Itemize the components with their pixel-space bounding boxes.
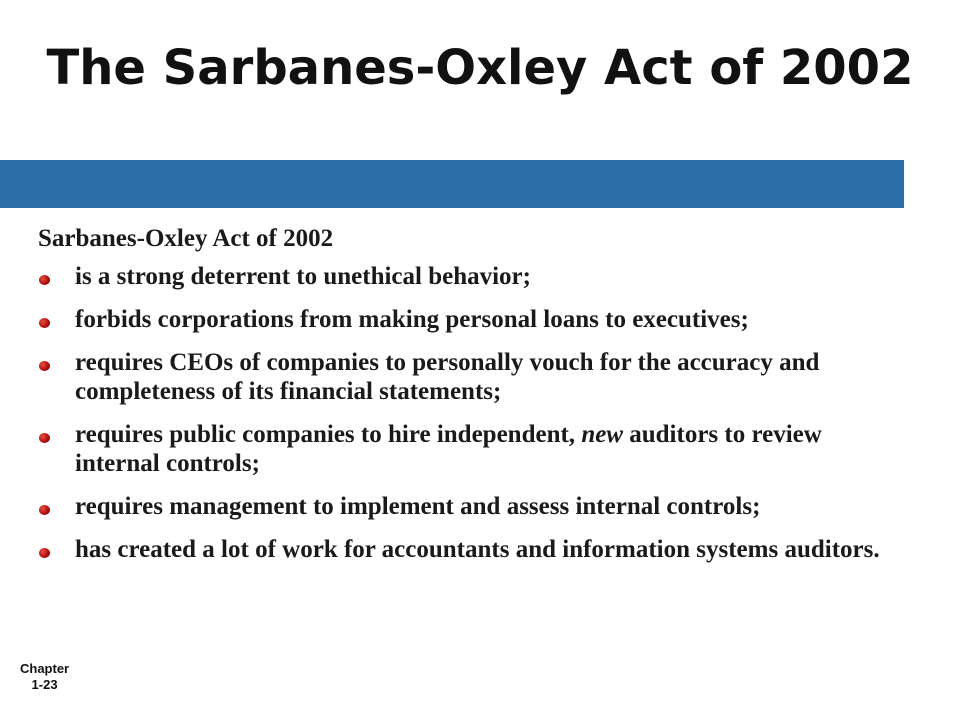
slide-body: [38, 222, 908, 578]
slide-title: The Sarbanes-Oxley Act of 2002: [46, 40, 914, 96]
list-item-text: requires CEOs of companies to personally vouch for the accuracy and completeness of its financial statements;: [75, 349, 820, 405]
bullet-list: [38, 262, 908, 564]
list-item-text-after: auditors to review internal controls;: [75, 421, 822, 477]
chapter-footer: [20, 661, 69, 693]
list-item: [38, 262, 908, 291]
bullet-icon: [39, 275, 50, 285]
list-item-text-before: requires public companies to hire independent,: [75, 421, 582, 448]
chapter-label: Chapter: [20, 661, 70, 676]
page-number: 1-23: [31, 677, 58, 692]
list-item-text: has created a lot of work for accountants and information systems auditors.: [75, 536, 880, 563]
list-item: [38, 535, 908, 564]
list-item-text: forbids corporations from making personal loans to executives;: [75, 306, 749, 333]
list-item: [38, 492, 908, 521]
list-item: [38, 348, 908, 406]
bullet-icon: [39, 505, 50, 515]
intro-heading: Sarbanes-Oxley Act of 2002: [38, 225, 334, 252]
list-item-emphasis: new: [581, 421, 623, 448]
bullet-icon: [39, 548, 50, 558]
list-item: [38, 305, 908, 334]
bullet-icon: [39, 361, 50, 371]
list-item-text: requires management to implement and assess internal controls;: [75, 493, 761, 520]
list-item-text: is a strong deterrent to unethical behavior;: [75, 263, 531, 290]
list-item: [38, 420, 908, 478]
title-banner-bar: [0, 160, 904, 208]
bullet-icon: [39, 433, 50, 443]
bullet-icon: [39, 318, 50, 328]
